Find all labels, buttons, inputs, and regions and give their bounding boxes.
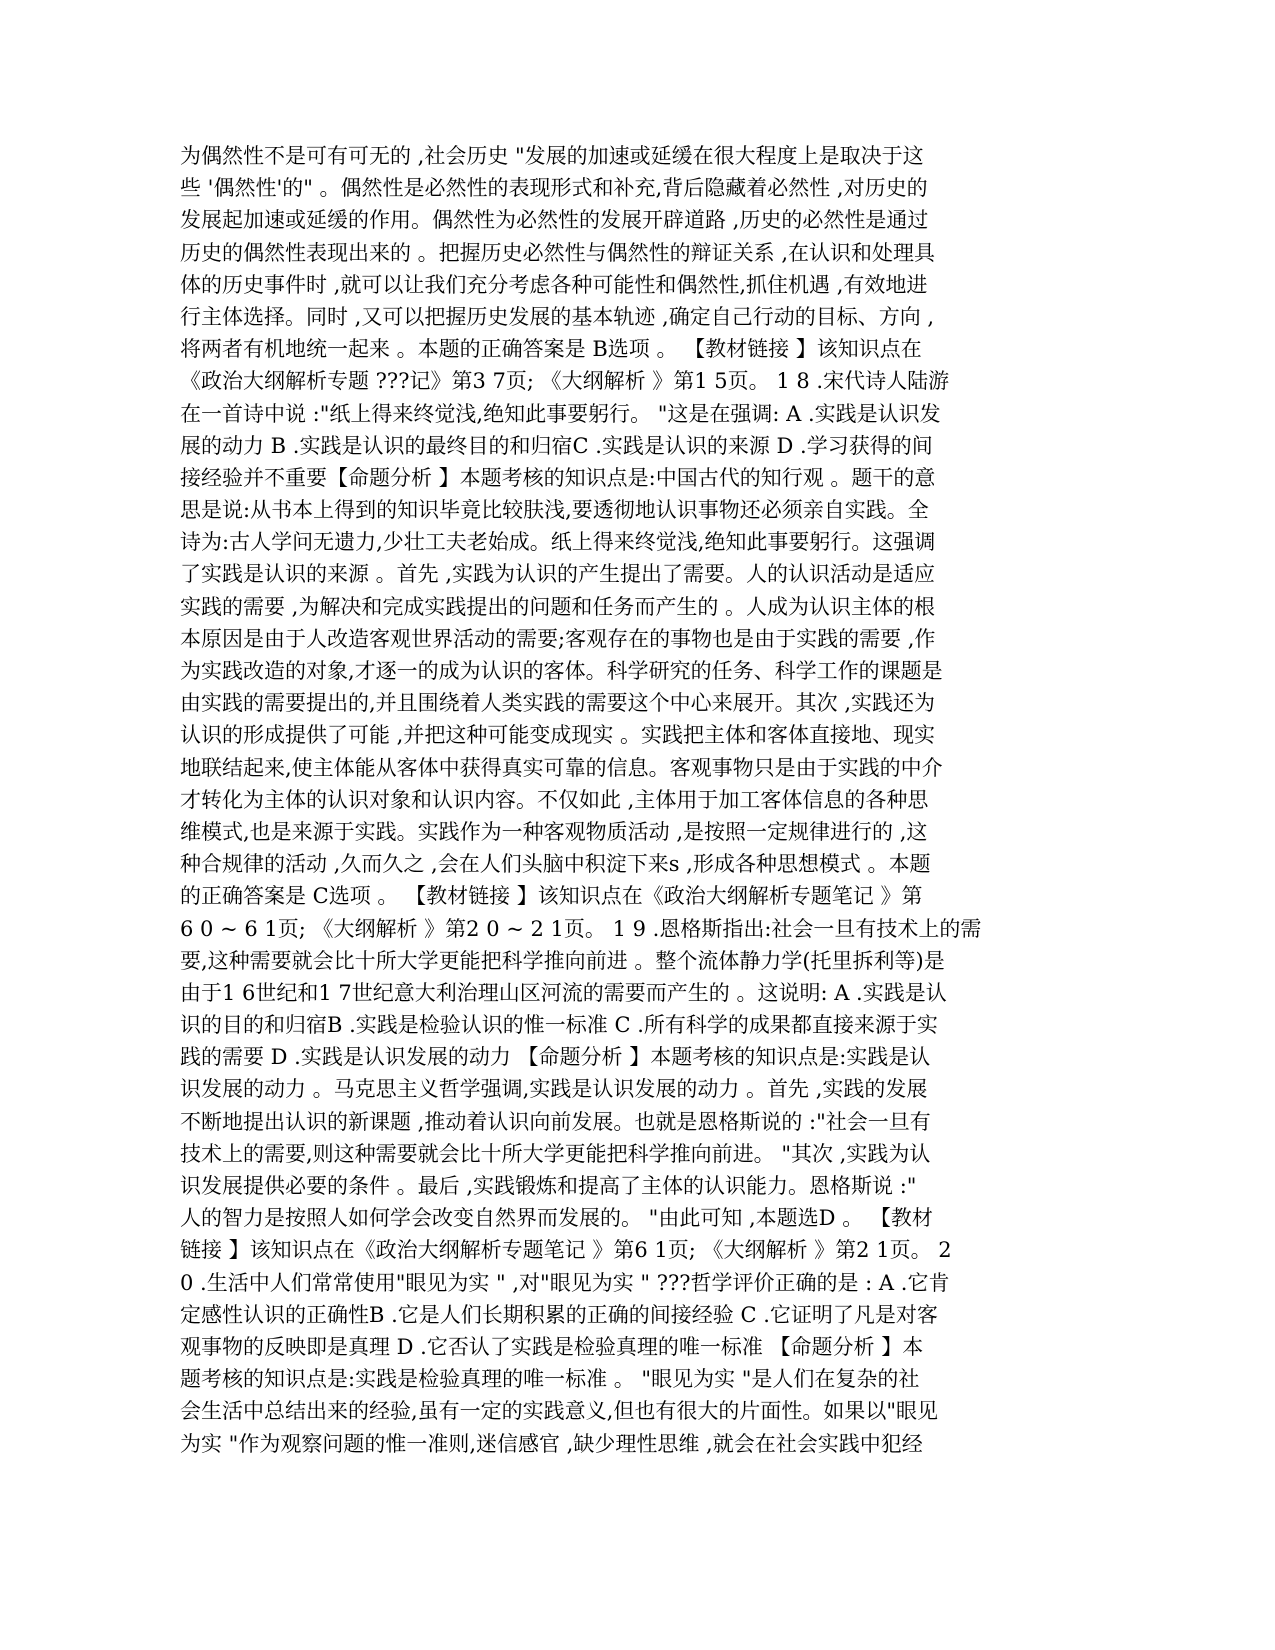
text-line: 《政治大纲解析专题 ???记》第3 7页; 《大纲解析 》第1 5页。 1 8 .宋代诗人陆游 (180, 369, 950, 394)
text-line: 技术上的需要,则这种需要就会比十所大学更能把科学推向前进。 "其次 ,实践为认 (180, 1141, 931, 1166)
text-line: 实践的需要 ,为解决和完成实践提出的问题和任务而产生的 。人成为认识主体的根 (180, 594, 936, 619)
text-line: 些 '偶然性'的" 。偶然性是必然性的表现形式和补充,背后隐藏着必然性 ,对历史的 (180, 176, 928, 201)
text-line: 历史的偶然性表现出来的 。把握历史必然性与偶然性的辩证关系 ,在认识和处理具 (180, 240, 936, 265)
text-line: 识发展提供必要的条件 。最后 ,实践锻炼和提高了主体的认识能力。恩格斯说 :" (180, 1174, 917, 1198)
text-line: 为实践改造的对象,才逐一的成为认识的客体。科学研究的任务、科学工作的课题是 (180, 659, 943, 683)
text-line: 定感性认识的正确性B .它是人们长期积累的正确的间接经验 C .它证明了凡是对客 (180, 1302, 938, 1327)
text-line: 由于1 6世纪和1 7世纪意大利治理山区河流的需要而产生的 。这说明: A .实践是认 (180, 980, 947, 1005)
text-line: 人的智力是按照人如何学会改变自然界而发展的。 "由此可知 ,本题选D 。 【教材 (180, 1206, 933, 1231)
text-line: 展的动力 B .实践是认识的最终目的和归宿C .实践是认识的来源 D .学习获得的间 (180, 433, 933, 458)
text-line: 在一首诗中说 :"纸上得来终觉浅,绝知此事要躬行。 "这是在强调: A .实践是认识发 (180, 401, 941, 426)
text-line: 诗为:古人学问无遗力,少壮工夫老始成。纸上得来终觉浅,绝知此事要躬行。这强调 (180, 530, 936, 555)
text-line: 本原因是由于人改造客观世界活动的需要;客观存在的事物也是由于实践的需要 ,作 (180, 626, 936, 651)
text-line: 0 .生活中人们常常使用"眼见为实 " ,对"眼见为实 " ???哲学评价正确的是 : A .它肯 (180, 1270, 950, 1295)
text-line: 链接 】该知识点在《政治大纲解析专题笔记 》第6 1页; 《大纲解析 》第2 1页。 2 (180, 1238, 952, 1263)
text-line: 思是说:从书本上得到的知识毕竟比较肤浅,要透彻地认识事物还必须亲自实践。全 (180, 498, 929, 523)
text-line: 将两者有机地统一起来 。本题的正确答案是 B选项 。 【教材链接 】该知识点在 (180, 337, 922, 362)
text-line: 识发展的动力 。马克思主义哲学强调,实践是认识发展的动力 。首先 ,实践的发展 (180, 1077, 928, 1102)
text-line: 为实 "作为观察问题的惟一准则,迷信感官 ,缺少理性思维 ,就会在社会实践中犯经 (180, 1431, 923, 1456)
text-line: 发展起加速或延缓的作用。偶然性为必然性的发展开辟道路 ,历史的必然性是通过 (180, 208, 929, 233)
text-line: 种合规律的活动 ,久而久之 ,会在人们头脑中积淀下来s ,形成各种思想模式 。本题 (180, 852, 931, 877)
text-line: 要,这种需要就会比十所大学更能把科学推向前进 。整个流体静力学(托里拆利等)是 (180, 948, 945, 973)
text-line: 行主体选择。同时 ,又可以把握历史发展的基本轨迹 ,确定自己行动的目标、方向 , (180, 304, 935, 329)
text-line: 观事物的反映即是真理 D .它否认了实践是检验真理的唯一标准 【命题分析 】本 (180, 1334, 924, 1359)
text-line: 体的历史事件时 ,就可以让我们充分考虑各种可能性和偶然性,抓住机遇 ,有效地进 (180, 272, 928, 297)
text-line: 维模式,也是来源于实践。实践作为一种客观物质活动 ,是按照一定规律进行的 ,这 (180, 819, 928, 844)
body-text (180, 140, 1040, 1460)
text-line: 识的目的和归宿B .实践是检验认识的惟一标准 C .所有科学的成果都直接来源于实 (180, 1013, 938, 1038)
text-line: 了实践是认识的来源 。首先 ,实践为认识的产生提出了需要。人的认识活动是适应 (180, 562, 936, 587)
text-line: 地联结起来,使主体能从客体中获得真实可靠的信息。客观事物只是由于实践的中介 (180, 755, 943, 780)
text-line: 为偶然性不是可有可无的 ,社会历史 "发展的加速或延缓在很大程度上是取决于这 (180, 144, 924, 168)
text-line: 会生活中总结出来的经验,虽有一定的实践意义,但也有很大的片面性。如果以"眼见 (180, 1399, 939, 1424)
text-line: 践的需要 D .实践是认识发展的动力 【命题分析 】本题考核的知识点是:实践是认 (180, 1045, 931, 1070)
text-line: 的正确答案是 C选项 。 【教材链接 】该知识点在《政治大纲解析专题笔记 》第 (180, 884, 923, 909)
text-line: 才转化为主体的认识对象和认识内容。不仅如此 ,主体用于加工客体信息的各种思 (180, 787, 929, 812)
text-line: 题考核的知识点是:实践是检验真理的唯一标准 。 "眼见为实 "是人们在复杂的社 (180, 1367, 920, 1392)
text-line: 认识的形成提供了可能 ,并把这种可能变成现实 。实践把主体和客体直接地、现实 (180, 723, 936, 748)
text-line: 由实践的需要提出的,并且围绕着人类实践的需要这个中心来展开。其次 ,实践还为 (180, 691, 936, 716)
text-line: 6 0 ~ 6 1页; 《大纲解析 》第2 0 ~ 2 1页。 1 9 .恩格斯指出:社会一旦有技术上的需 (180, 916, 982, 941)
text-line: 不断地提出认识的新课题 ,推动着认识向前发展。也就是恩格斯说的 :"社会一旦有 (180, 1109, 931, 1134)
text-line: 接经验并不重要【命题分析 】本题考核的知识点是:中国古代的知行观 。题干的意 (180, 465, 936, 490)
